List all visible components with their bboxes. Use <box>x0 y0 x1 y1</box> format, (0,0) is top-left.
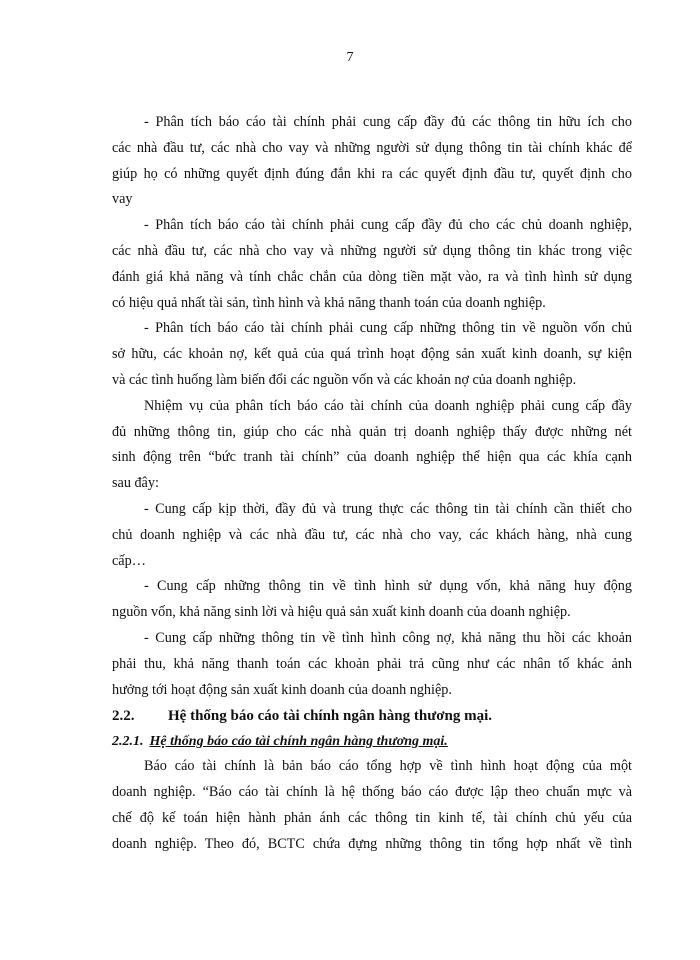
body-text <box>112 110 632 858</box>
text-line: các nhà đầu tư, các nhà cho vay và những người sử dụng thông tin tài chính khác để <box>112 139 632 156</box>
paragraph <box>112 574 632 626</box>
paragraph <box>112 110 632 213</box>
text-line: Báo cáo tài chính là bản báo cáo tổng hợp về tình hình hoạt động của một <box>144 758 632 775</box>
text-line: - Cung cấp kịp thời, đầy đủ và trung thực các thông tin tài chính cần thiết cho <box>144 500 632 517</box>
text-line: đánh giá khả năng và tính chắc chắn của dòng tiền mặt vào, ra và tình hình sử dụng <box>112 268 632 285</box>
paragraph <box>112 626 632 703</box>
text-line: - Cung cấp những thông tin về tình hình sử dụng vốn, khả năng huy động <box>144 578 632 595</box>
text-line: vay <box>112 191 133 208</box>
page-number: 7 <box>346 50 354 65</box>
section-heading <box>112 703 632 729</box>
section-title: Hệ thống báo cáo tài chính ngân hàng thương mại. <box>168 708 493 725</box>
text-line: hưởng tới hoạt động sản xuất kinh doanh của doanh nghiệp. <box>112 681 452 698</box>
subsection-heading <box>112 729 632 754</box>
text-line: doanh nghiệp. Theo đó, BCTC chứa đựng những thông tin tổng hợp nhất về tình <box>112 835 632 852</box>
subsection-title: Hệ thống báo cáo tài chính ngân hàng thương mại. <box>149 734 448 750</box>
text-line: chủ doanh nghiệp và các nhà đầu tư, các nhà cho vay, các khách hàng, nhà cung <box>112 526 632 543</box>
section-number: 2.2. <box>112 708 135 725</box>
paragraph <box>112 754 632 857</box>
text-line: phải thu, khả năng thanh toán các khoản phải trả cũng như các nhân tố khác ảnh <box>112 655 632 672</box>
text-line: và các tình huống làm biến đổi các nguồn vốn và các khoản nợ của doanh nghiệp. <box>112 371 577 388</box>
paragraph <box>112 316 632 393</box>
text-line: - Phân tích báo cáo tài chính phải cung cấp những thông tin về nguồn vốn chủ <box>144 320 632 337</box>
text-line: sau đây: <box>112 475 159 492</box>
paragraph <box>112 394 632 497</box>
text-line: chế độ kế toán hiện hành phản ánh các thông tin kinh tế, tài chính chủ yếu của <box>112 809 632 826</box>
text-line: có hiệu quả nhất tài sản, tình hình và khả năng thanh toán của doanh nghiệp. <box>112 294 546 311</box>
text-line: các nhà đầu tư, các nhà cho vay và những người sử dụng thông tin khác trong việc <box>112 242 632 259</box>
text-line: đủ những thông tin, giúp cho các nhà quản trị doanh nghiệp thấy được những nét <box>112 423 632 440</box>
text-line: nguồn vốn, khả năng sinh lời và hiệu quả sản xuất kinh doanh của doanh nghiệp. <box>112 604 571 621</box>
paragraph <box>112 213 632 316</box>
text-line: doanh nghiệp. “Báo cáo tài chính là hệ thống báo cáo được lập theo chuẩn mực và <box>112 784 632 801</box>
text-line: sinh động trên “bức tranh tài chính” của doanh nghiệp thể hiện qua các khía cạnh <box>112 449 632 466</box>
text-line: Nhiệm vụ của phân tích báo cáo tài chính của doanh nghiệp phải cung cấp đầy <box>144 397 632 414</box>
text-line: giúp họ có những quyết định đúng đắn khi ra các quyết định đầu tư, quyết định cho <box>112 165 632 182</box>
text-line: - Phân tích báo cáo tài chính phải cung cấp đầy đủ cho các chủ doanh nghiệp, <box>144 217 632 234</box>
paragraph <box>112 497 632 574</box>
text-line: - Phân tích báo cáo tài chính phải cung cấp đầy đủ các thông tin hữu ích cho <box>144 114 632 130</box>
subsection-number: 2.2.1. <box>112 734 144 750</box>
text-line: cấp… <box>112 552 146 569</box>
text-line: sở hữu, các khoản nợ, kết quả của quá trình hoạt động sản xuất kinh doanh, sự kiện <box>112 346 632 363</box>
text-line: - Cung cấp những thông tin về tình hình công nợ, khả năng thu hồi các khoản <box>144 629 632 646</box>
